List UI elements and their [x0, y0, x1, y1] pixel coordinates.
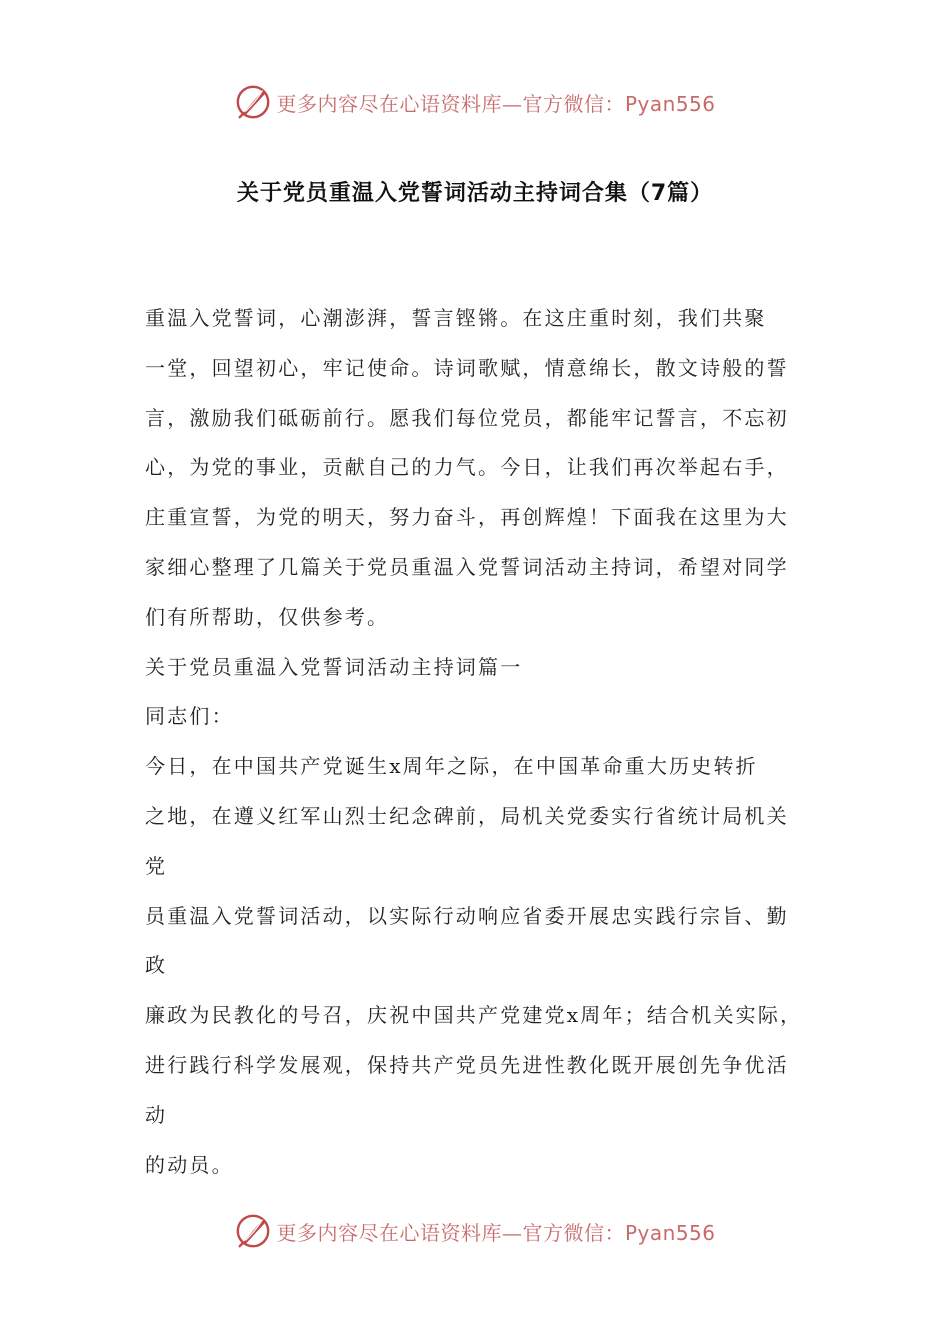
document-body [145, 296, 810, 1192]
body-line: 家细心整理了几篇关于党员重温入党誓词活动主持词，希望对同学 [145, 554, 789, 579]
body-line: 员重温入党誓词活动，以实际行动响应省委开展忠实践行宗旨、勤 [145, 903, 789, 928]
body-line: 进行践行科学发展观，保持共产党员先进性教化既开展创先争优活 [145, 1052, 789, 1077]
body-line: 廉政为民教化的号召，庆祝中国共产党建党x周年；结合机关实际， [145, 1003, 803, 1028]
body-line: 之地，在遵义红军山烈士纪念碑前，局机关党委实行省统计局机关 [145, 803, 789, 828]
body-line: 重温入党誓词，心潮澎湃，誓言铿锵。在这庄重时刻，我们共聚 [145, 306, 767, 330]
document-title: 关于党员重温入党誓词活动主持词合集（7篇） [236, 181, 714, 206]
body-line: 政 [145, 953, 168, 978]
body-line: 庄重宣誓，为党的明天，努力奋斗，再创辉煌！下面我在这里为大 [145, 505, 789, 530]
body-line: 们有所帮助，仅供参考。 [145, 604, 390, 629]
quill-pen-logo-icon [234, 1212, 272, 1250]
header-banner [0, 80, 950, 124]
body-line: 今日，在中国共产党诞生x周年之际，在中国革命重大历史转折 [145, 754, 758, 779]
wechat-id: Pyan556 [624, 1220, 716, 1245]
body-line: 言，激励我们砥砺前行。愿我们每位党员，都能牢记誓言，不忘初 [145, 405, 789, 430]
banner-text: 更多内容尽在心语资料库—官方微信： [276, 1220, 625, 1245]
body-line: 关于党员重温入党誓词活动主持词篇一 [145, 654, 523, 679]
body-line: 心，为党的事业，贡献自己的力气。今日，让我们再次举起右手， [145, 455, 789, 480]
body-line: 动 [145, 1102, 168, 1127]
quill-pen-logo-icon [234, 83, 272, 121]
banner-text: 更多内容尽在心语资料库—官方微信： [276, 91, 625, 116]
body-line: 党 [145, 853, 168, 878]
body-line: 一堂，回望初心，牢记使命。诗词歌赋，情意绵长，散文诗般的誓 [145, 355, 789, 380]
body-line: 同志们： [145, 704, 234, 729]
footer-banner [0, 1209, 950, 1253]
wechat-id: Pyan556 [624, 91, 716, 116]
body-line: 的动员。 [145, 1152, 234, 1177]
